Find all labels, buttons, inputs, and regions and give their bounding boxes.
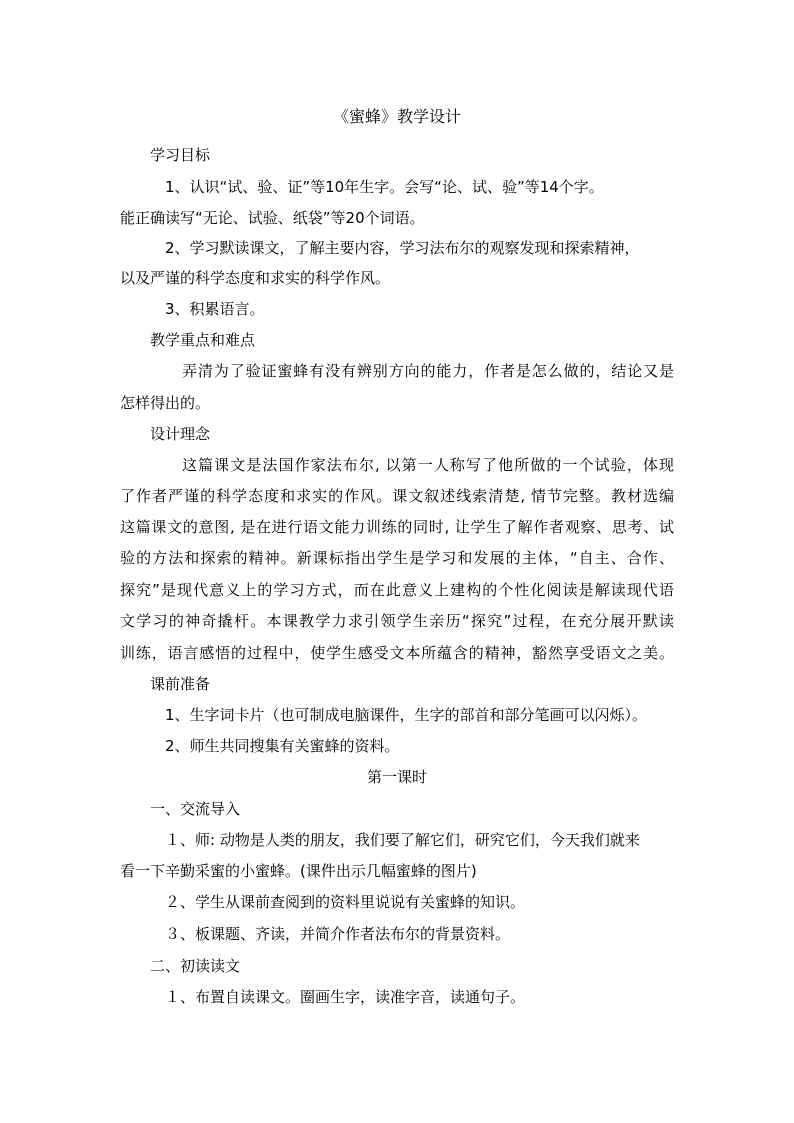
concept-line-1: 这篇课文是法国作家法布尔, 以第一人称写了他所做的一个试验，体现 [182, 456, 674, 474]
document-title: 《蜜蜂》教学设计 [332, 107, 461, 126]
heading-design-concept: 设计理念 [150, 425, 211, 443]
concept-line-4: 验的方法和探索的精神。新课标指出学生是学习和发展的主体，“自主、合作、 [120, 549, 674, 567]
prep-item-1: 1、生字词卡片（也可制成电脑课件，生字的部首和部分笔画可以闪烁）。 [165, 706, 648, 724]
goal-item-1-line-2: 能正确读写“无论、试验、纸袋”等20个词语。 [120, 209, 425, 227]
goal-item-1-line-1: 1、认识“试、验、证”等10年生字。会写“论、试、验”等14个字。 [165, 178, 604, 196]
heading-preparation: 课前准备 [150, 675, 211, 693]
prep-item-2: 2、师生共同搜集有关蜜蜂的资料。 [165, 737, 400, 755]
concept-line-7: 训练，语言感悟的过程中，使学生感受文本所蕴含的精神，豁然享受语文之美。 [120, 644, 674, 662]
goal-item-2-line-2: 以及严谨的科学态度和求实的科学作风。 [120, 269, 391, 287]
heading-intro: 一、交流导入 [150, 800, 241, 818]
concept-line-6: 文学习的神奇撬杆。本课教学力求引领学生亲历“探究”过程，在充分展开默读 [120, 612, 674, 630]
intro-item-1-line-2: 看一下辛勤采蜜的小蜜蜂。(课件出示几幅蜜蜂的图片) [120, 862, 477, 880]
concept-line-3: 这篇课文的意图, 是在进行语文能力训练的同时, 让学生了解作者观察、思考、试 [120, 518, 674, 536]
intro-item-1-line-1: １、师: 动物是人类的朋友，我们要了解它们，研究它们，今天我们就来 [165, 831, 640, 849]
heading-first-reading: 二、初读读文 [150, 957, 241, 975]
intro-item-2: ２、学生从课前查阅到的资料里说说有关蜜蜂的知识。 [165, 893, 526, 911]
focus-line-1: 弄清为了验证蜜蜂有没有辨别方向的能力，作者是怎么做的，结论又是 [182, 362, 674, 380]
focus-line-2: 怎样得出的。 [120, 394, 211, 412]
goal-item-3: 3、积累语言。 [165, 300, 265, 318]
heading-learning-goals: 学习目标 [150, 146, 211, 164]
heading-lesson-1: 第一课时 [366, 768, 427, 786]
intro-item-3: ３、板课题、齐读，并简介作者法布尔的背景资料。 [165, 925, 511, 943]
goal-item-2-line-1: 2、学习默读课文，了解主要内容，学习法布尔的观察发现和探索精神， [165, 239, 640, 257]
concept-line-5: 探究”是现代意义上的学习方式，而在此意义上建构的个性化阅读是解读现代语 [120, 581, 674, 599]
heading-focus: 教学重点和难点 [150, 331, 256, 349]
reading-item-1: １、布置自读课文。圈画生字，读准字音，读通句子。 [165, 988, 526, 1006]
concept-line-2: 了作者严谨的科学态度和求实的作风。课文叙述线索清楚, 情节完整。教材选编 [120, 487, 674, 505]
